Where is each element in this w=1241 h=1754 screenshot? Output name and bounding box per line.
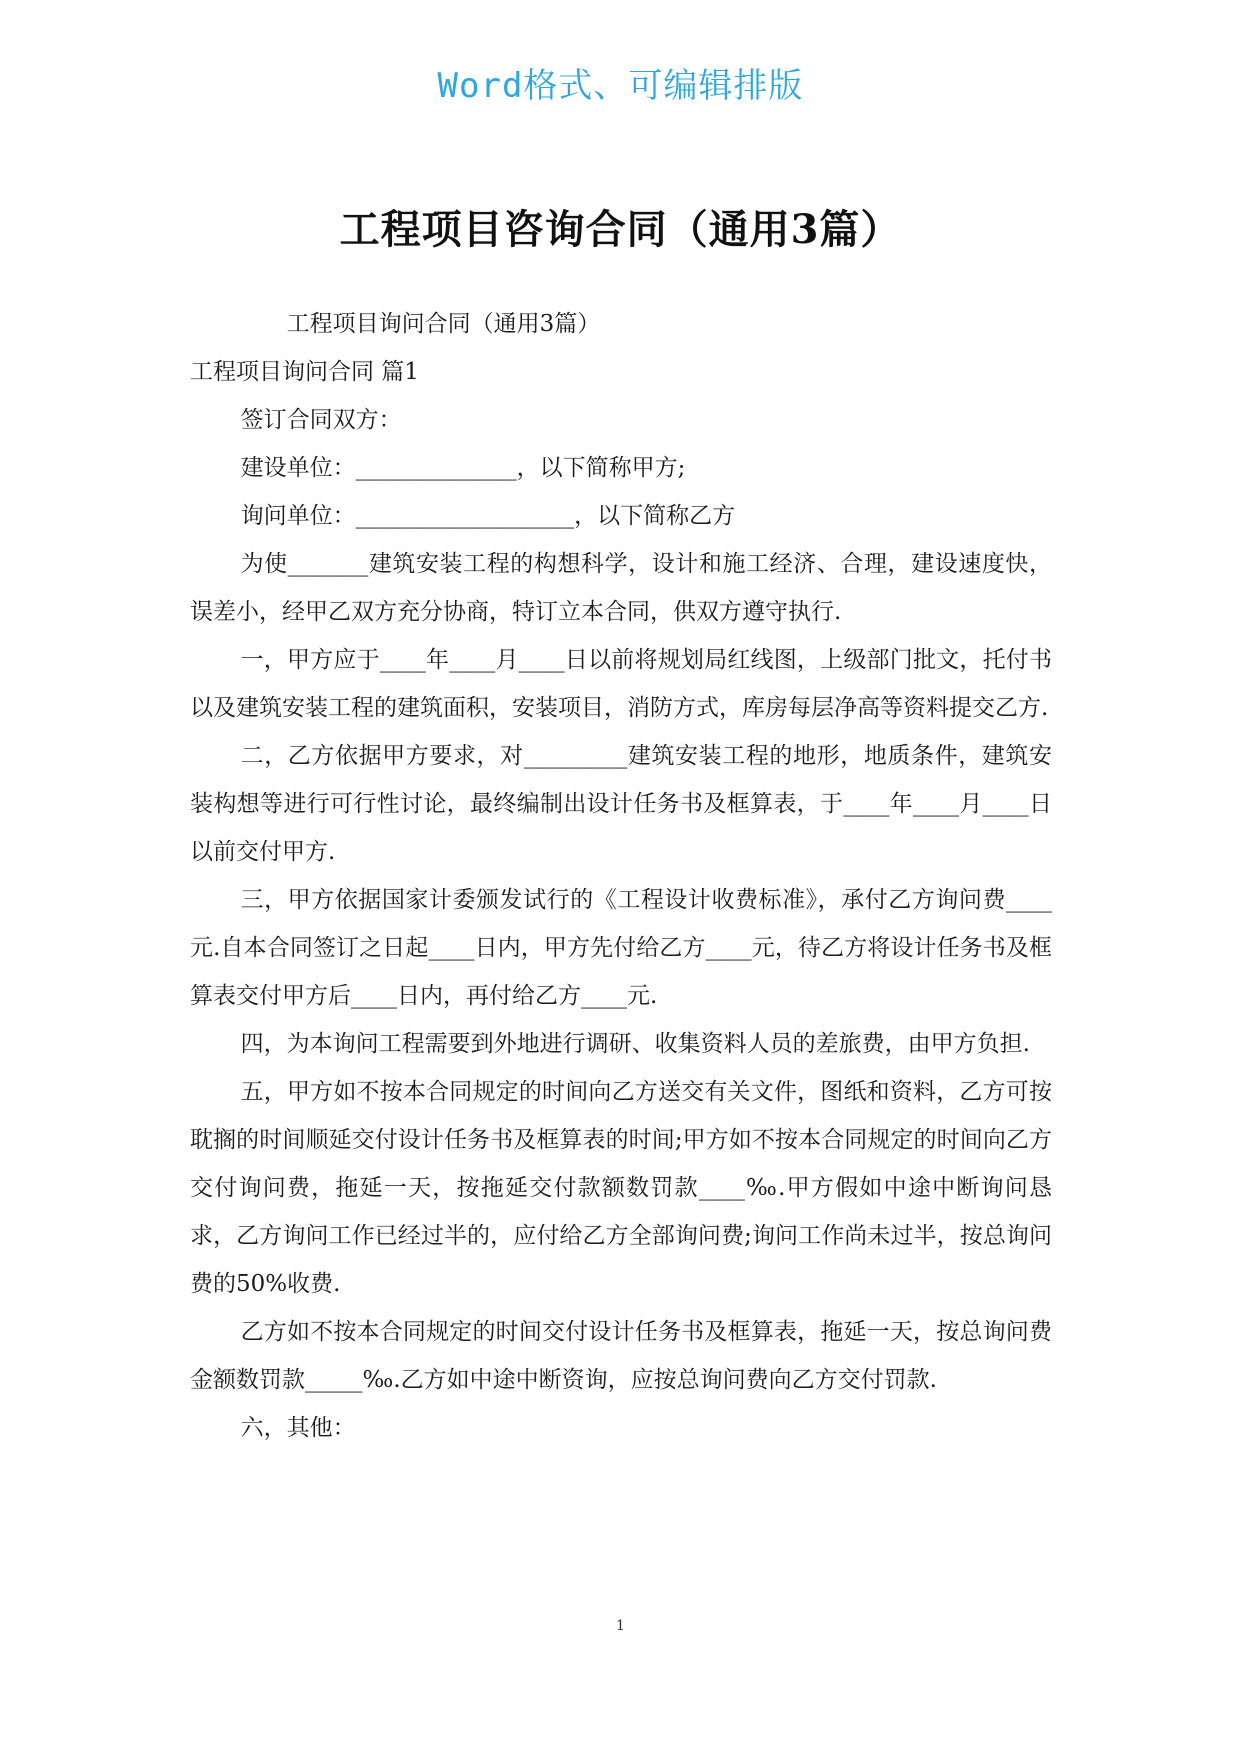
page-number: 1 <box>616 1618 625 1634</box>
header-banner: Word格式、可编辑排版 <box>437 66 804 106</box>
paragraph-clause-5-party-b: 乙方如不按本合同规定的时间交付设计任务书及框算表，拖延一天，按总询问费金额数罚款_____‰.乙方如中途中断资询，应按总询问费向乙方交付罚款. <box>190 1319 1052 1393</box>
document-title: 工程项目咨询合同（通用3篇） <box>339 206 902 253</box>
paragraph-construction-unit: 建设单位：______________，以下简称甲方; <box>240 455 686 481</box>
paragraph-clause-6: 六，其他： <box>240 1415 356 1441</box>
paragraph-purpose: 为使_______建筑安装工程的构想科学，设计和施工经济、合理，建设速度快，误差小，经甲乙双方充分协商，特订立本合同，供双方遵守执行. <box>190 551 1052 625</box>
paragraph-clause-3: 三，甲方依据国家计委颁发试行的《工程设计收费标准》，承付乙方询问费____元.自本合同签订之日起____日内，甲方先付给乙方____元，待乙方将设计任务书及框算表交付甲方后____日内，再付给乙方____元. <box>190 887 1052 1009</box>
paragraph-clause-4: 四，为本询问工程需要到外地进行调研、收集资料人员的差旅费，由甲方负担. <box>240 1031 1030 1057</box>
paragraph-clause-1: 一，甲方应于____年____月____日以前将规划局红线图，上级部门批文，托付书以及建筑安装工程的建筑面积，安装项目，消防方式，库房每层净高等资料提交乙方. <box>190 647 1052 721</box>
paragraph-consulting-unit: 询问单位：___________________，以下简称乙方 <box>240 503 736 529</box>
section-heading: 工程项目询问合同 篇1 <box>190 359 419 385</box>
document-body <box>190 300 1052 1452</box>
paragraph-clause-2: 二，乙方依据甲方要求，对_________建筑安装工程的地形，地质条件，建筑安装构想等进行可行性讨论，最终编制出设计任务书及框算表，于____年____月____日以前交付甲方. <box>190 743 1052 865</box>
paragraph-clause-5: 五，甲方如不按本合同规定的时间向乙方送交有关文件，图纸和资料，乙方可按耽搁的时间顺延交付设计任务书及框算表的时间;甲方如不按本合同规定的时间向乙方交付询问费，拖延一天，按拖延交付款额数罚款____‰.甲方假如中途中断询问恳求，乙方询问工作已经过半的，应付给乙方全部询问费;询问工作尚未过半，按总询问费的50%收费. <box>190 1079 1052 1297</box>
paragraph-parties: 签订合同双方： <box>240 407 402 433</box>
document-subtitle: 工程项目询问合同（通用3篇） <box>286 311 601 337</box>
